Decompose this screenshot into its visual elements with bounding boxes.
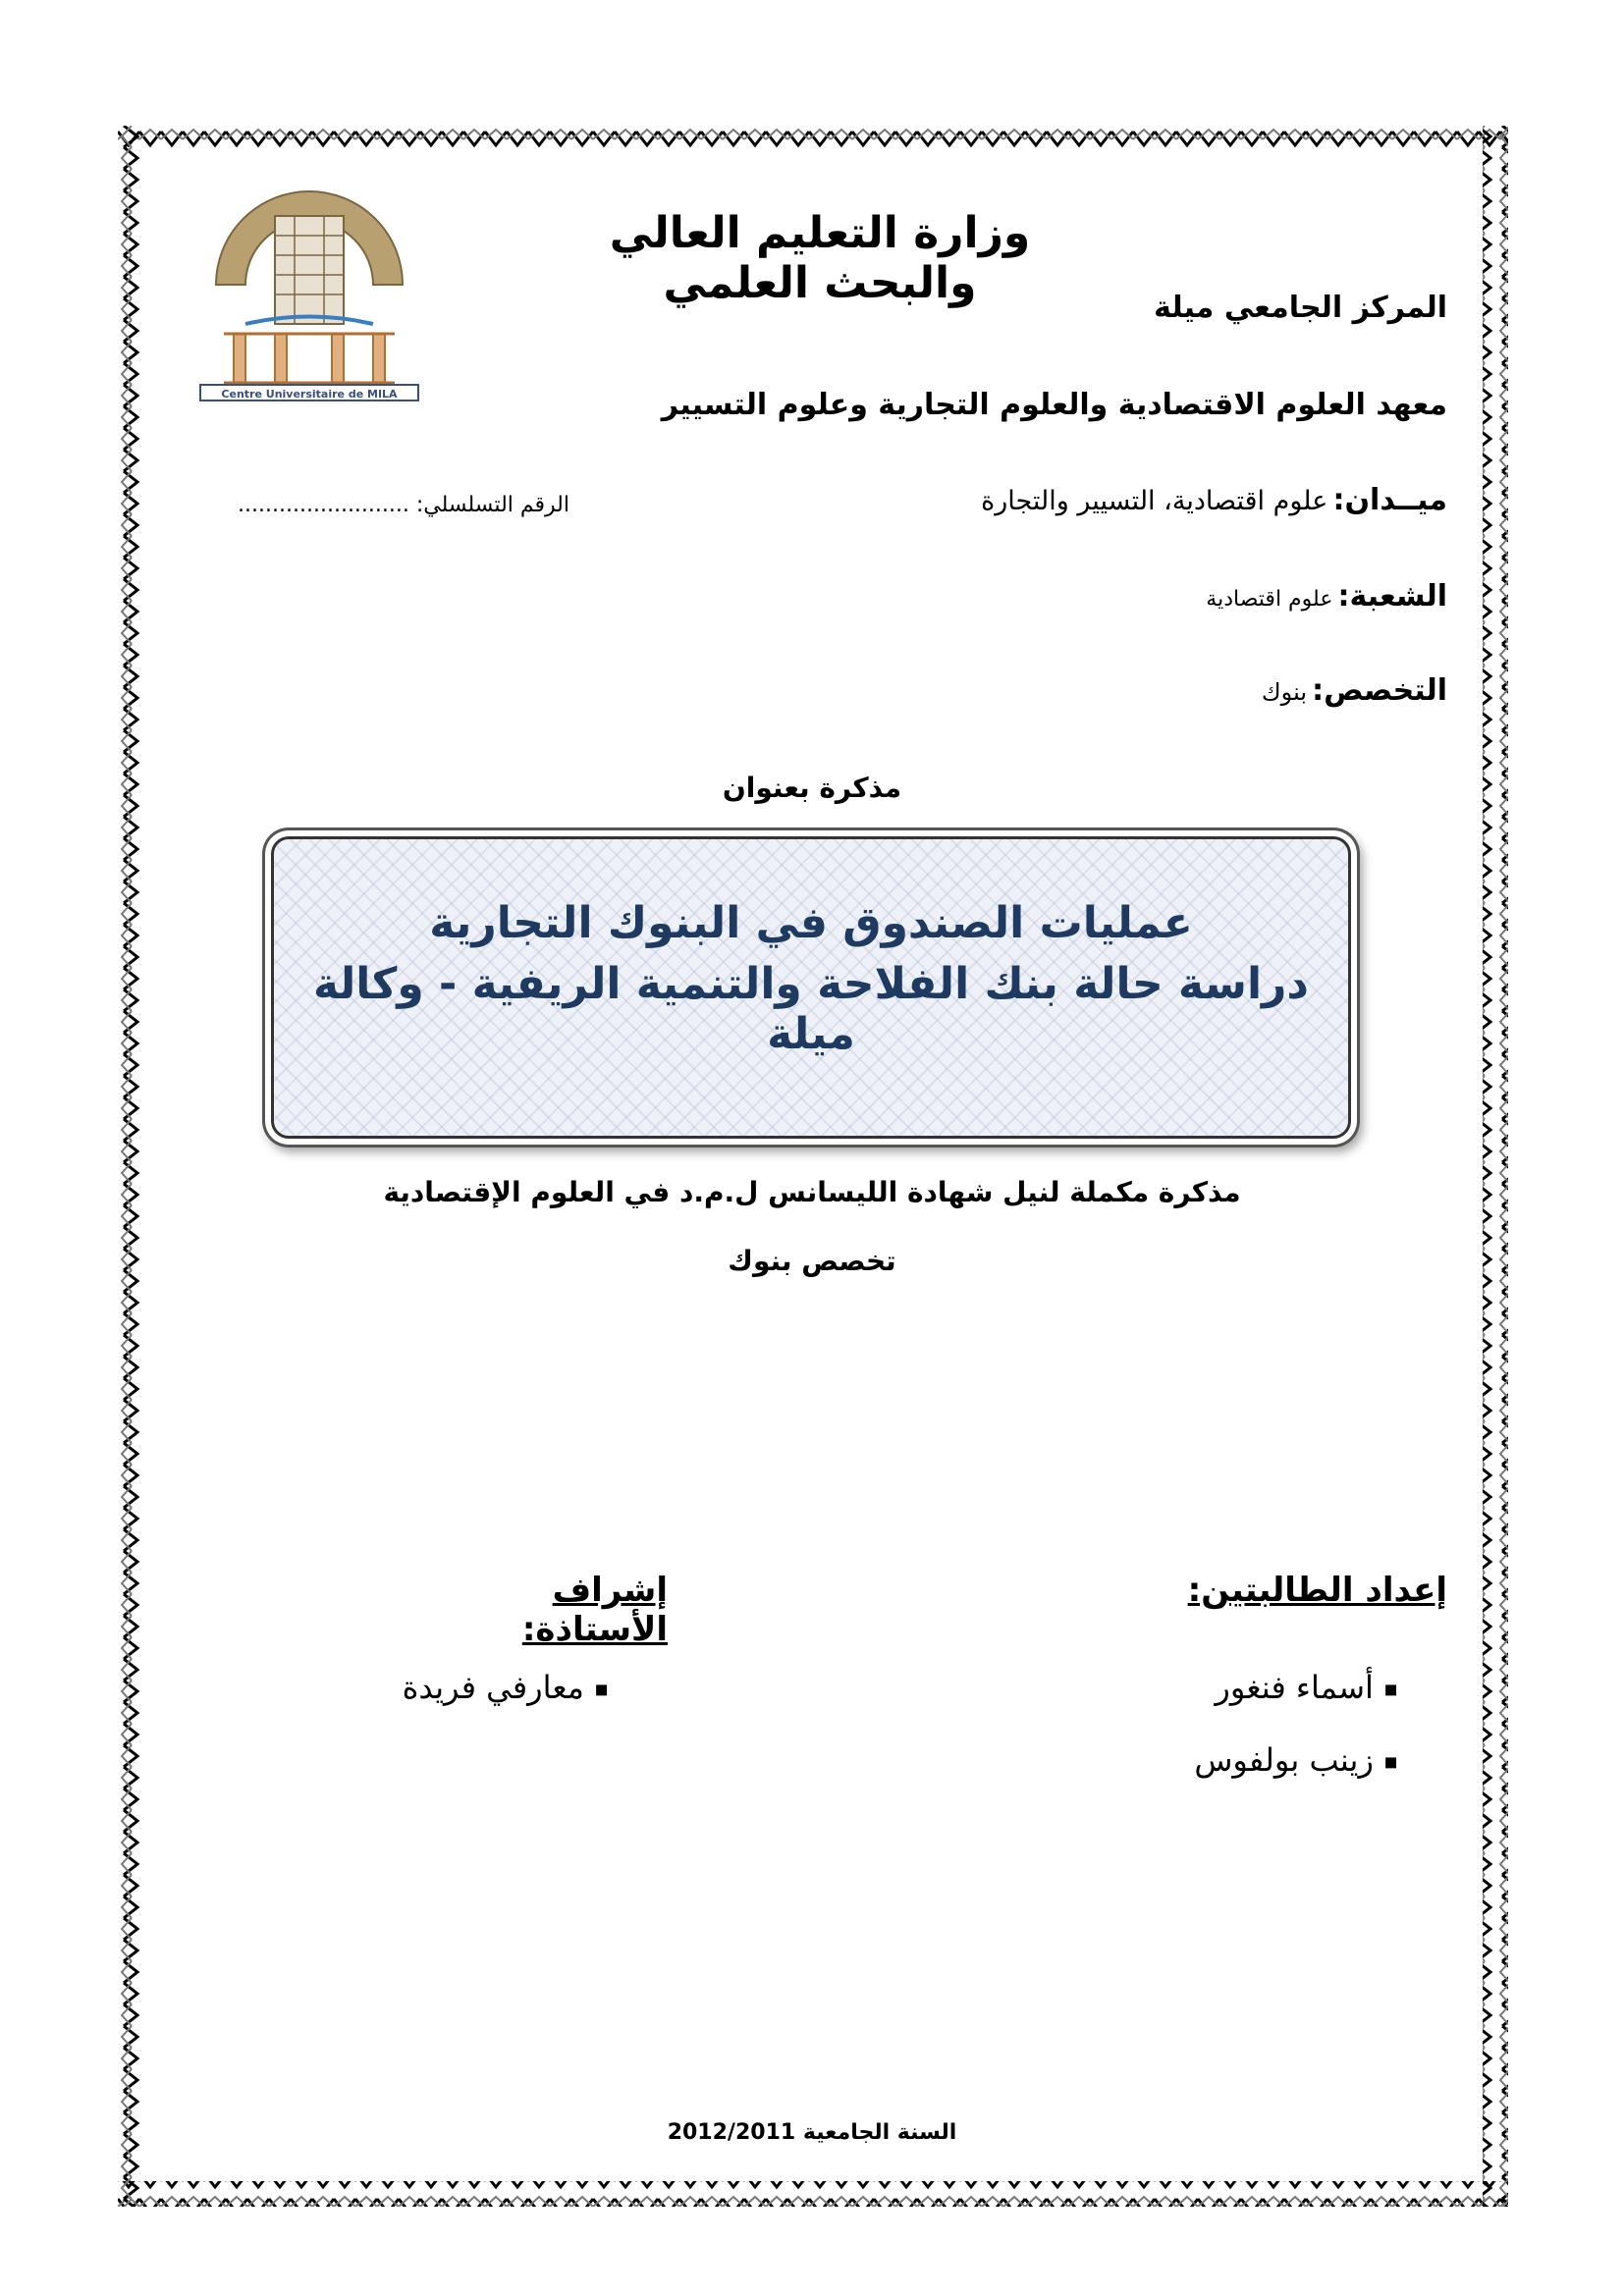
student-name: زينب بولفوس <box>1194 1741 1374 1779</box>
supervisor-item <box>295 1669 609 1706</box>
bullet-icon: ▪ <box>1383 1749 1398 1775</box>
serial-number: الرقم التسلسلي: ......................... <box>238 493 569 517</box>
domain-label: ميــدان: <box>1332 483 1447 517</box>
degree-line: مذكرة مكملة لنيل شهادة الليسانس ل.م.د في العلوم الإقتصادية <box>383 1176 1241 1208</box>
institute-name: معهد العلوم الاقتصادية والعلوم التجارية وعلوم التسيير <box>661 388 1447 422</box>
academic-year-label: السنة الجامعية <box>802 2120 957 2145</box>
domain-row <box>760 483 1447 517</box>
student-name: أسماء فنغور <box>1215 1669 1374 1706</box>
students-heading: إعداد الطالبتين: <box>1187 1571 1447 1610</box>
supervisor-name: معارفي فريدة <box>402 1669 584 1706</box>
domain-value: علوم اقتصادية، التسيير والتجارة <box>981 486 1328 516</box>
university-logo <box>196 177 422 402</box>
bullet-icon: ▪ <box>594 1677 609 1702</box>
thesis-title-line2: دراسة حالة بنك الفلاحة والتنمية الريفية - وكالة ميلة <box>313 959 1309 1059</box>
specialty-value: بنوك <box>1261 678 1307 706</box>
logo-caption: Centre Universitaire de MILA <box>221 388 398 400</box>
specialty-row <box>760 673 1447 708</box>
ministry-title: وزارة التعليم العالي والبحث العلمي <box>609 208 1031 308</box>
bullet-icon: ▪ <box>1383 1677 1398 1702</box>
thesis-title-box <box>271 836 1351 1139</box>
thesis-title-line1: عمليات الصندوق في البنوك التجارية <box>429 898 1193 948</box>
specialty-line: تخصص بنوك <box>728 1245 896 1277</box>
branch-label: الشعبة: <box>1337 579 1447 614</box>
decorative-page-border <box>118 126 1508 2207</box>
academic-year-value: 2012/2011 <box>667 2120 796 2145</box>
academic-year <box>567 2120 1057 2145</box>
supervisor-heading: إشراف الأستاذة: <box>521 1571 668 1649</box>
branch-row <box>760 579 1447 614</box>
student-item <box>1005 1741 1398 1779</box>
specialty-label: التخصص: <box>1312 673 1447 708</box>
branch-value: علوم اقتصادية <box>1206 587 1333 612</box>
student-item <box>1005 1669 1398 1706</box>
university-name: المركز الجامعي ميلة <box>1154 291 1447 325</box>
thesis-intro: مذكرة بعنوان <box>722 772 902 804</box>
